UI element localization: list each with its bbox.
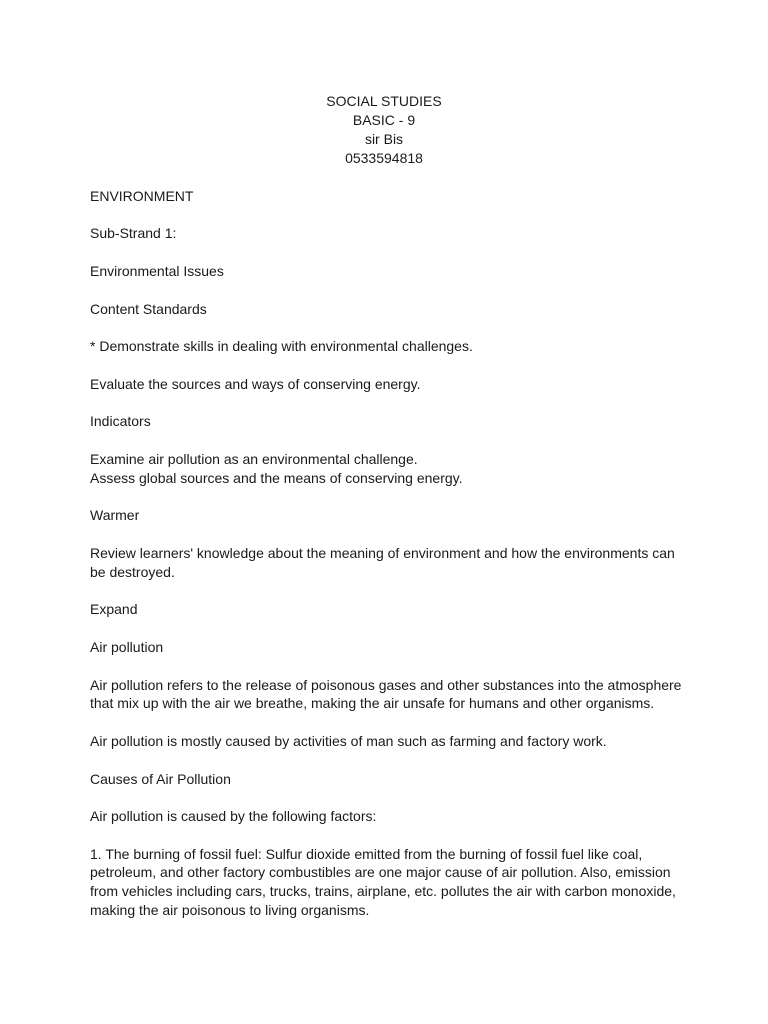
air-pollution-definition: Air pollution refers to the release of poisonous gases and other substances into the atmosphere that mix up with the air we breathe, making the air unsafe for humans and other organisms. [90, 676, 682, 712]
class-level: BASIC - 9 [352, 112, 416, 128]
indicators-list [90, 450, 690, 488]
teacher-phone: 0533594818 [345, 150, 423, 166]
strand-heading: ENVIRONMENT [90, 187, 194, 204]
document-header [0, 92, 768, 168]
sub-strand-title: Environmental Issues [90, 262, 224, 279]
air-pollution-cause-summary: Air pollution is mostly caused by activities of man such as farming and factory work. [90, 732, 607, 749]
subject-title: SOCIAL STUDIES [326, 93, 442, 109]
warmer-heading: Warmer [90, 507, 140, 524]
indicators-heading: Indicators [90, 413, 151, 430]
teacher-name: sir Bis [364, 131, 404, 147]
sub-strand-label: Sub-Strand 1: [90, 225, 177, 242]
expand-heading: Expand [90, 601, 138, 618]
causes-heading: Causes of Air Pollution [90, 770, 231, 787]
content-standard-1: * Demonstrate skills in dealing with environmental challenges. [90, 338, 473, 355]
indicator-1: Examine air pollution as an environmental challenge. [90, 450, 418, 467]
indicator-2: Assess global sources and the means of conserving energy. [90, 469, 463, 486]
cause-1: 1. The burning of fossil fuel: Sulfur dioxide emitted from the burning of fossil fuel like coal, petroleum, and other factory combustibles are one major cause of air pollution. Also, emission from vehicles including cars, trucks, trains, airplane, etc. pollutes the air with carbon monoxide, making the air poisonous to living organisms. [90, 845, 676, 919]
document-page [90, 92, 690, 939]
air-pollution-heading: Air pollution [90, 638, 164, 655]
causes-intro: Air pollution is caused by the following factors: [90, 808, 377, 825]
content-standards-heading: Content Standards [90, 300, 207, 317]
warmer-text: Review learners' knowledge about the meaning of environment and how the environments can be destroyed. [90, 544, 675, 580]
content-standard-2: Evaluate the sources and ways of conserving energy. [90, 375, 421, 392]
